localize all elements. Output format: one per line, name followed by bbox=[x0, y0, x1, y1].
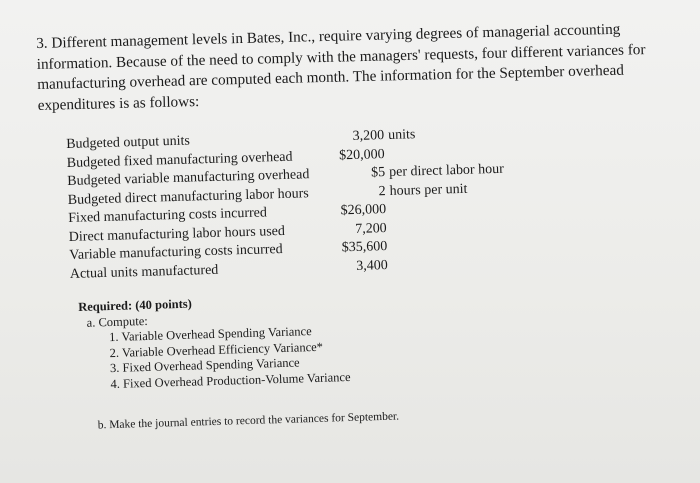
row-value: 7,200 bbox=[354, 220, 387, 237]
intro-text: 3. Different management levels in Bates, Inc., require varying degrees of managerial accounting information. Because of the need to comply with the managers' requests, four different variances for manufacturing overhead are computed each month. The information for the September overhead expenditures is as follows: bbox=[36, 20, 646, 114]
part-a-label: a. Compute: bbox=[86, 313, 148, 330]
list-item: 3. Fixed Overhead Spending Variance bbox=[109, 355, 300, 376]
overhead-data-table bbox=[66, 123, 550, 284]
row-label: Budgeted direct manufacturing labor hours bbox=[67, 185, 309, 208]
row-label: Budgeted output units bbox=[66, 133, 191, 152]
row-value: $26,000 bbox=[340, 202, 387, 219]
required-title: Required: (40 points) bbox=[78, 296, 193, 314]
row-label: Budgeted variable manufacturing overhead bbox=[67, 167, 310, 189]
required-section bbox=[78, 288, 502, 435]
row-value: $20,000 bbox=[338, 146, 385, 163]
row-label: Budgeted fixed manufacturing overhead bbox=[66, 149, 293, 171]
row-label: Actual units manufactured bbox=[69, 262, 219, 282]
problem-intro bbox=[36, 18, 678, 116]
row-unit: units bbox=[387, 127, 416, 144]
list-item: 4. Fixed Overhead Production-Volume Variance bbox=[110, 369, 351, 391]
row-unit: per direct labor hour bbox=[388, 161, 504, 180]
row-label: Variable manufacturing costs incurred bbox=[69, 241, 283, 263]
list-item: 2. Variable Overhead Efficiency Variance* bbox=[109, 339, 324, 360]
row-label: Fixed manufacturing costs incurred bbox=[68, 205, 268, 226]
row-value: $5 bbox=[370, 165, 386, 181]
row-value: 3,400 bbox=[356, 257, 388, 274]
part-b-label: b. Make the journal entries to record the variances for September. bbox=[97, 410, 400, 432]
list-item: 1. Variable Overhead Spending Variance bbox=[108, 324, 312, 345]
row-value: $35,600 bbox=[341, 239, 388, 256]
row-value: 3,200 bbox=[352, 128, 385, 144]
row-value: 2 bbox=[378, 183, 386, 199]
row-label: Direct manufacturing labor hours used bbox=[68, 223, 286, 245]
row-unit: hours per unit bbox=[389, 181, 468, 199]
